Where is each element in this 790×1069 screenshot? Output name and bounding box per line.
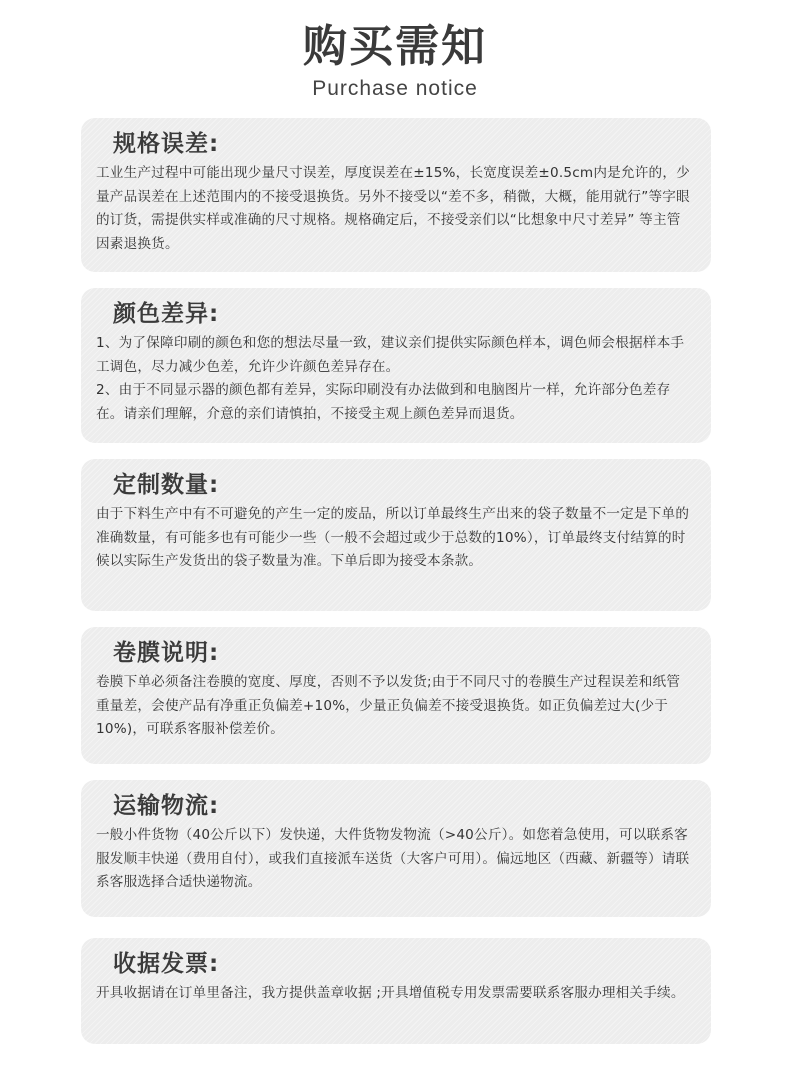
section-paragraph: 1、为了保障印刷的颜色和您的想法尽量一致，建议亲们提供实际颜色样本，调色师会根据样本手工调色，尽力减少色差，允许少许颜色差异存在。: [96, 335, 685, 375]
section-body: [96, 824, 693, 895]
section-body: [96, 162, 693, 256]
section-body: [96, 671, 693, 742]
section-title: 颜色差异:: [113, 301, 220, 327]
page-title: 购买需知: [303, 21, 487, 72]
section-title: 定制数量:: [113, 472, 220, 498]
section-paragraph: 开具收据请在订单里备注，我方提供盖章收据 ;开具增值税专用发票需要联系客服办理相关手续。: [96, 985, 685, 1001]
section-color-difference: [81, 288, 711, 443]
section-title: 卷膜说明:: [113, 640, 220, 666]
section-roll-film: [81, 627, 711, 764]
section-invoice: [81, 938, 711, 1044]
section-custom-quantity: [81, 459, 711, 611]
section-paragraph: 卷膜下单必须备注卷膜的宽度、厚度，否则不予以发货;由于不同尺寸的卷膜生产过程误差和纸管重量差，会使产品有净重正负偏差+10%，少量正负偏差不接受退换货。如正负偏差过大(少于10%)，可联系客服补偿差价。: [96, 674, 681, 737]
section-paragraph: 由于下料生产中有不可避免的产生一定的废品，所以订单最终生产出来的袋子数量不一定是下单的准确数量，有可能多也有可能少一些（一般不会超过或少于总数的10%），订单最终支付结算的时候以实际生产发货出的袋子数量为准。下单后即为接受本条款。: [96, 506, 690, 569]
section-paragraph: 一般小件货物（40公斤以下）发快递，大件货物发物流（>40公斤）。如您着急使用，可以联系客服发顺丰快递（费用自付），或我们直接派车送货（大客户可用）。偏远地区（西藏、新疆等）请联系客服选择合适快递物流。: [96, 827, 690, 890]
section-spec-error: [81, 118, 711, 272]
page-subtitle: Purchase notice: [312, 77, 478, 100]
header: [0, 20, 790, 102]
section-shipping: [81, 780, 711, 917]
section-title: 运输物流:: [113, 793, 220, 819]
section-paragraph: 2、由于不同显示器的颜色都有差异，实际印刷没有办法做到和电脑图片一样，允许部分色差存在。请亲们理解，介意的亲们请慎拍，不接受主观上颜色差异而退货。: [96, 382, 671, 422]
section-title: 收据发票:: [113, 951, 220, 977]
section-title: 规格误差:: [113, 131, 220, 157]
section-body: [96, 503, 693, 574]
section-body: [96, 982, 693, 1006]
section-paragraph: 工业生产过程中可能出现少量尺寸误差，厚度误差在±15%，长宽度误差±0.5cm内是允许的，少量产品误差在上述范围内的不接受退换货。另外不接受以“差不多，稍微，大概，能用就行”等字眼的订货，需提供实样或准确的尺寸规格。规格确定后，不接受亲们以“比想象中尺寸差异” 等主管因素退换货。: [96, 165, 690, 252]
section-body: [96, 332, 693, 426]
